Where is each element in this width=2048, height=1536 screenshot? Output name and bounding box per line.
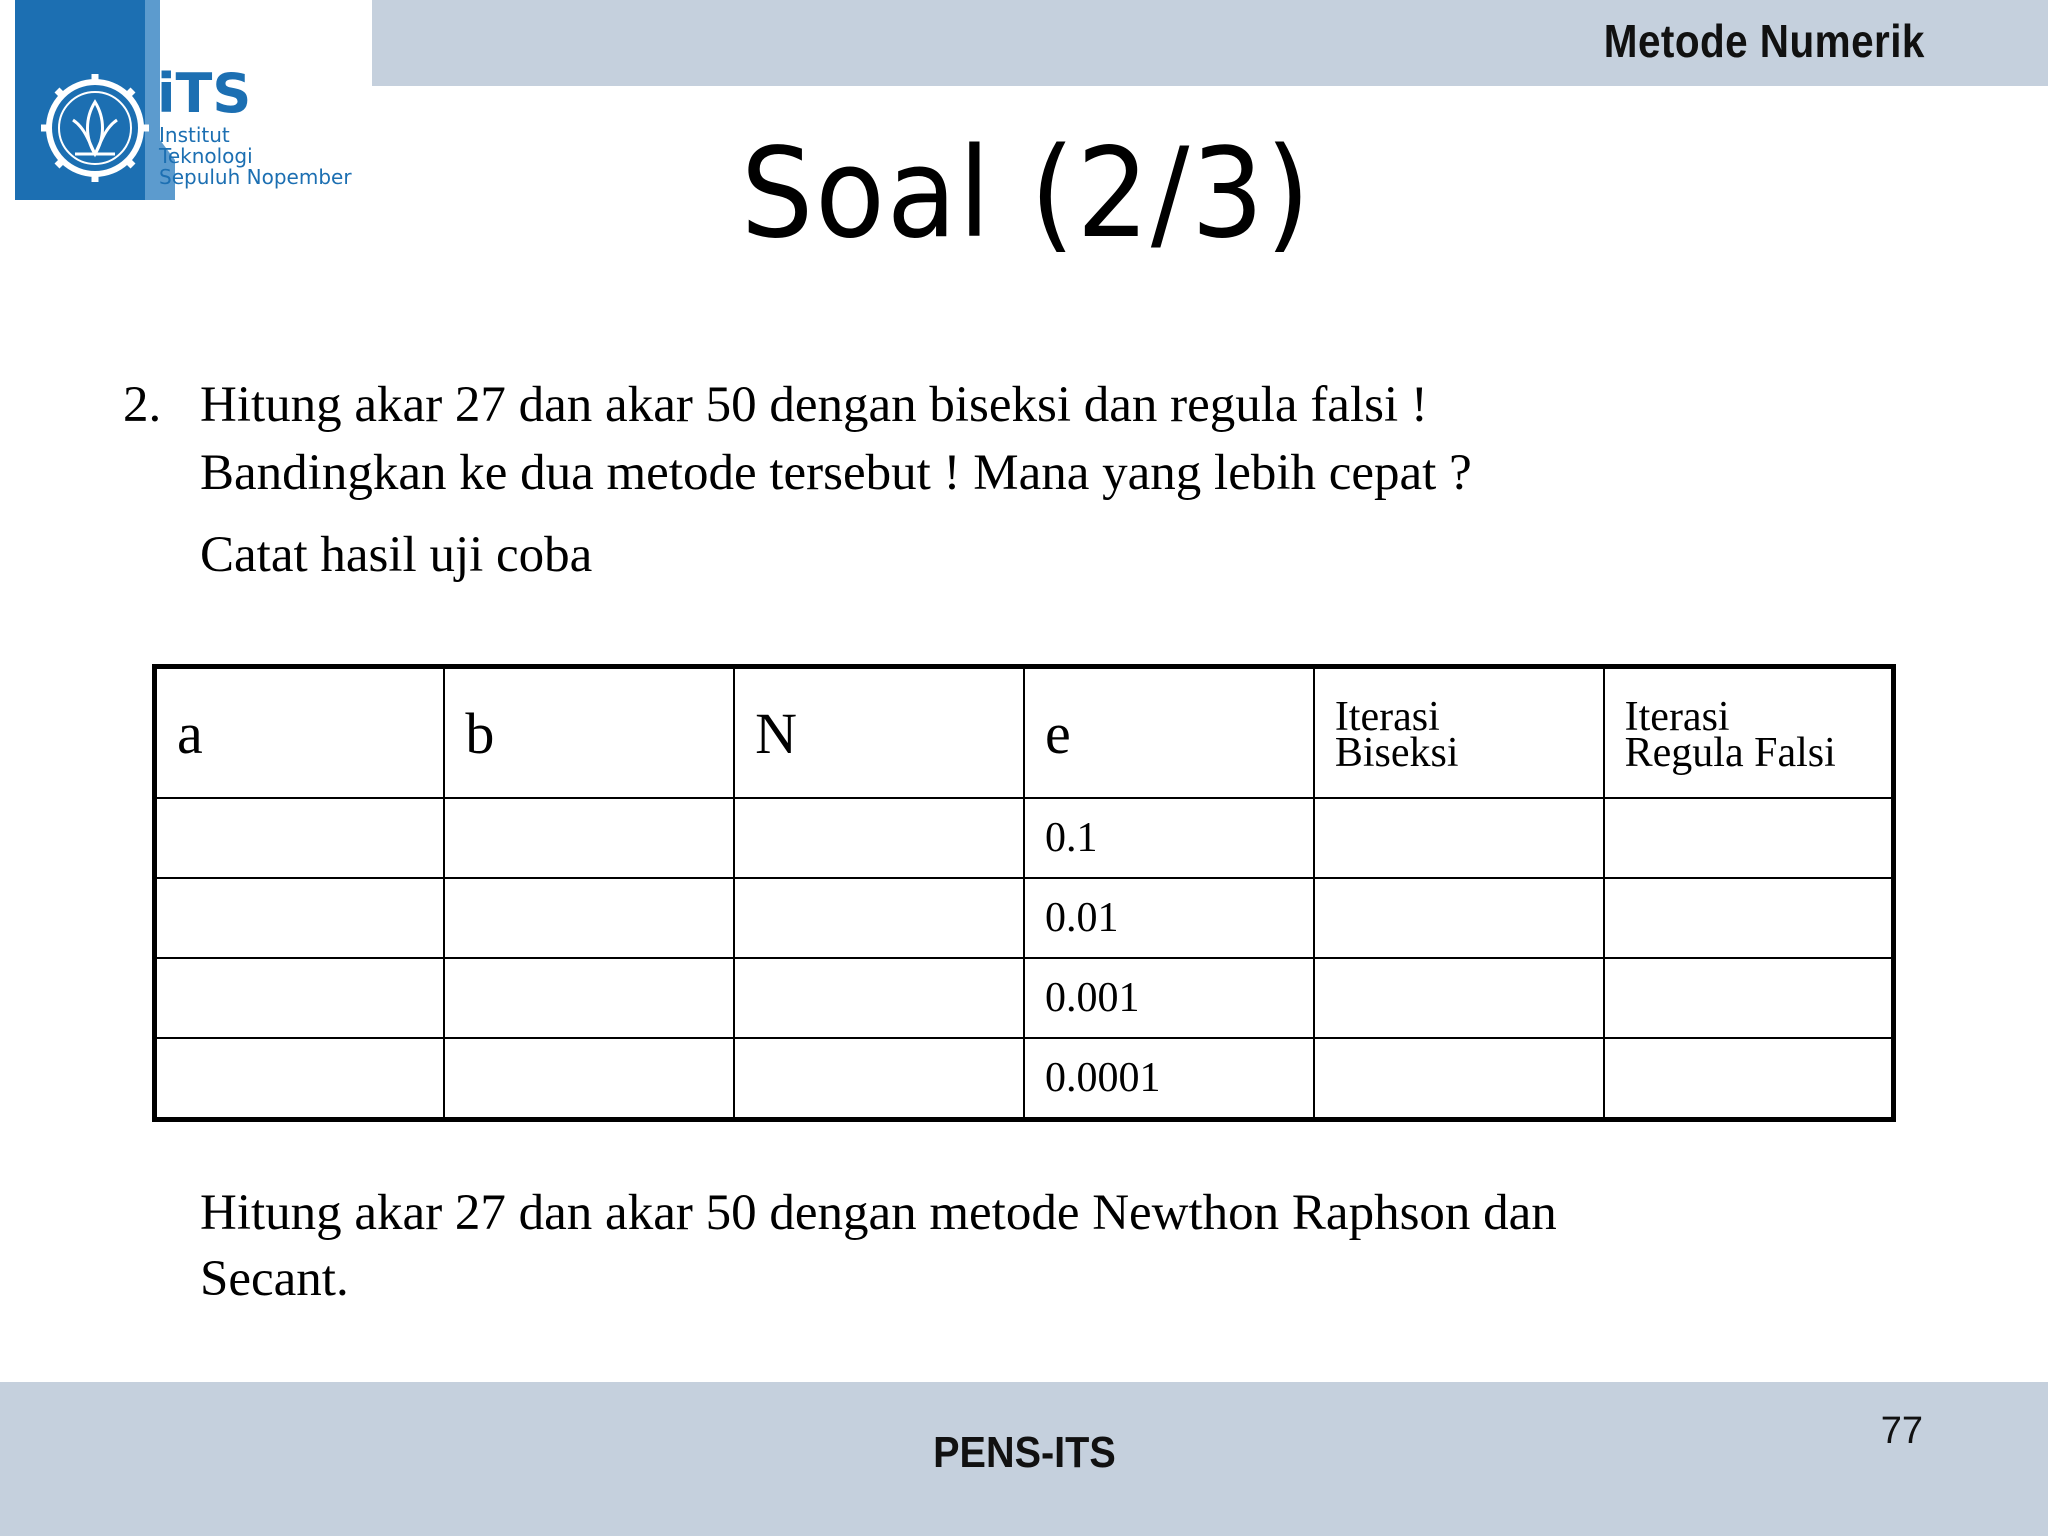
header-cell-n: N — [734, 667, 1024, 799]
table-cell — [1604, 958, 1894, 1038]
header-cell-e: e — [1024, 667, 1314, 799]
table-row — [155, 878, 1894, 958]
header-cell-b: b — [444, 667, 734, 799]
question-line-2: Bandingkan ke dua metode tersebut ! Mana yang lebih cepat ? — [200, 445, 1472, 501]
table-cell — [734, 1038, 1024, 1120]
svg-text:iTS: iTS — [157, 62, 252, 125]
table-cell — [155, 958, 445, 1038]
svg-text:Teknologi: Teknologi — [159, 144, 253, 168]
table-cell — [444, 1038, 734, 1120]
course-title: Metode Numerik — [1603, 15, 1925, 67]
header-cell-iterasi-regula-falsi: Iterasi Regula Falsi — [1604, 667, 1894, 799]
table-cell — [734, 798, 1024, 878]
header-cell-a: a — [155, 667, 445, 799]
table-cell — [1314, 1038, 1604, 1120]
closing-line-2: Secant. — [200, 1251, 349, 1307]
table-cell — [1314, 958, 1604, 1038]
table-cell — [1314, 798, 1604, 878]
closing-line-1: Hitung akar 27 dan akar 50 dengan metode Newthon Raphson dan — [200, 1185, 1557, 1241]
question-line-3: Catat hasil uji coba — [200, 527, 593, 583]
footer-label: PENS-ITS — [932, 1428, 1116, 1477]
question-line-1: Hitung akar 27 dan akar 50 dengan biseksi dan regula falsi ! — [200, 377, 1428, 433]
table-cell — [155, 1038, 445, 1120]
table-cell — [155, 878, 445, 958]
table-cell — [444, 878, 734, 958]
header-cell-iterasi-biseksi: Iterasi Biseksi — [1314, 667, 1604, 799]
table-cell — [734, 958, 1024, 1038]
table-cell — [734, 878, 1024, 958]
table-cell — [1604, 798, 1894, 878]
table-cell: 0.1 — [1024, 798, 1314, 878]
svg-text:Institut: Institut — [159, 123, 230, 147]
table-cell: 0.01 — [1024, 878, 1314, 958]
item-number: 2. — [123, 377, 162, 433]
page-number: 77 — [1880, 1410, 1923, 1452]
slide-title: Soal (2/3) — [740, 122, 1312, 266]
table-cell — [155, 798, 445, 878]
table-cell — [1604, 878, 1894, 958]
table-cell: 0.0001 — [1024, 1038, 1314, 1120]
table-cell — [444, 798, 734, 878]
table-cell — [1314, 878, 1604, 958]
table-header-row — [155, 667, 1894, 799]
table-cell: 0.001 — [1024, 958, 1314, 1038]
table-row — [155, 798, 1894, 878]
results-table — [152, 664, 1896, 1122]
table-cell — [444, 958, 734, 1038]
table-row — [155, 958, 1894, 1038]
table-row — [155, 1038, 1894, 1120]
svg-text:Sepuluh Nopember: Sepuluh Nopember — [159, 165, 352, 189]
table-cell — [1604, 1038, 1894, 1120]
